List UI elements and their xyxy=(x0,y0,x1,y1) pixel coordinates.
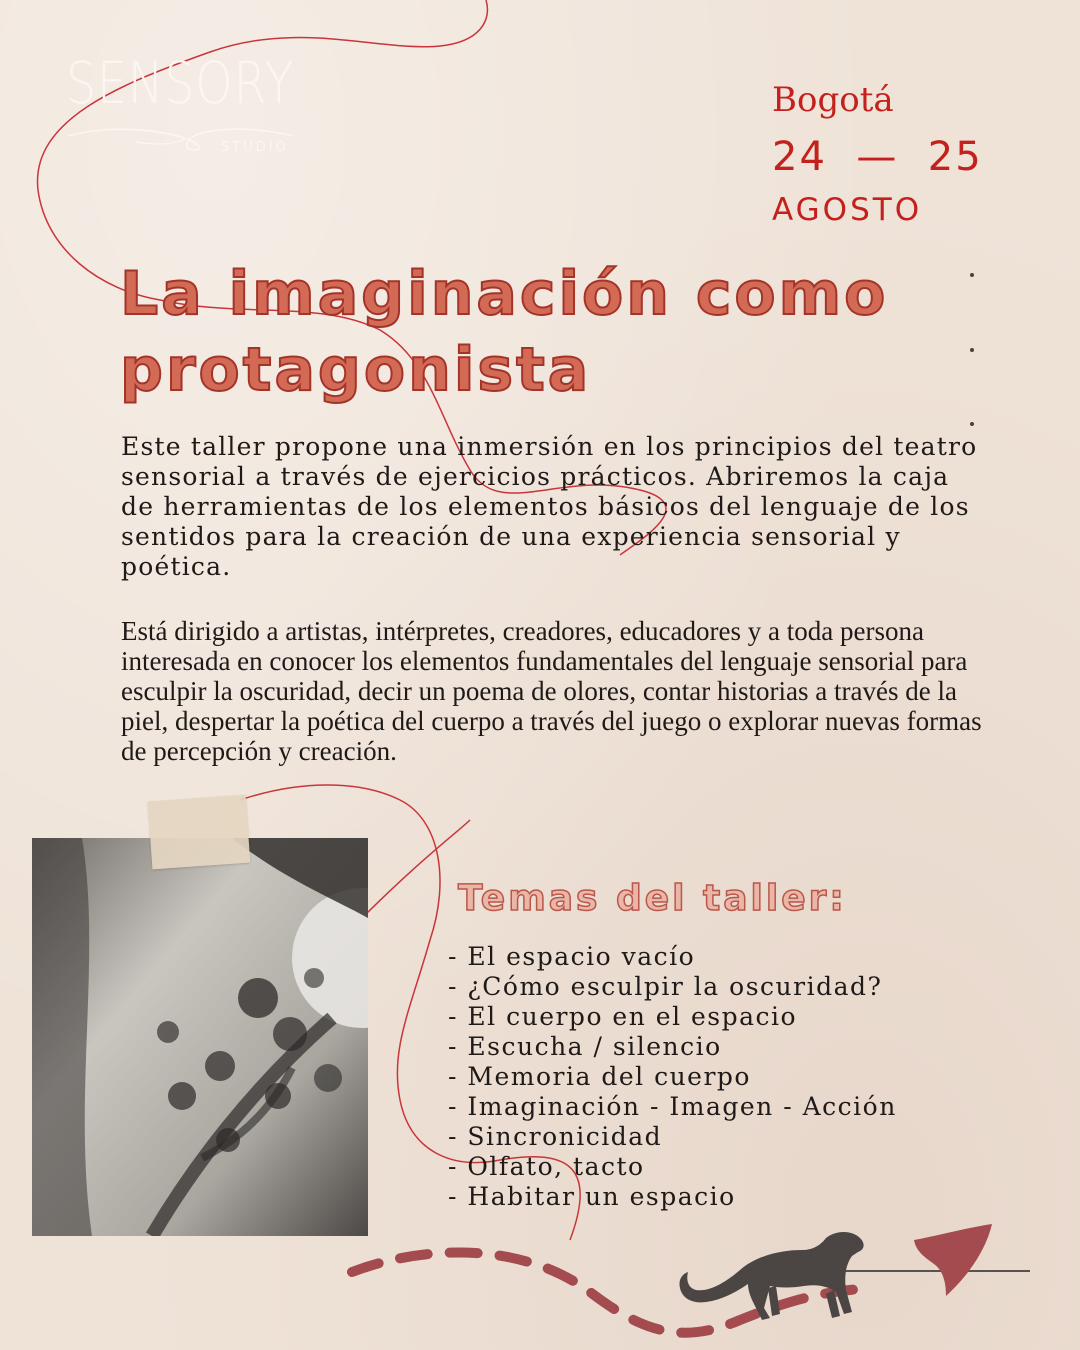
list-item: - El espacio vacío xyxy=(448,942,696,971)
shadow-photo xyxy=(32,838,368,1236)
topics-list xyxy=(448,942,897,1212)
list-item: - ¿Cómo esculpir la oscuridad? xyxy=(448,972,883,1001)
page-title: La imaginación como protagonista xyxy=(120,259,889,405)
event-city: Bogotá xyxy=(772,80,894,120)
tape-strip xyxy=(148,795,251,870)
list-item: - El cuerpo en el espacio xyxy=(448,1002,798,1031)
topics-heading: Temas del taller: xyxy=(458,878,847,919)
logo-subtitle: STUDIO xyxy=(221,140,289,155)
logo-word: SENSORY xyxy=(66,49,295,117)
list-item: - Imaginación - Imagen - Acción xyxy=(448,1092,897,1121)
list-item: - Sincronicidad xyxy=(448,1122,663,1151)
panther-icon xyxy=(676,1216,876,1328)
event-month: AGOSTO xyxy=(772,192,923,228)
list-item: - Olfato, tacto xyxy=(448,1152,645,1181)
event-dates: 24 — 25 xyxy=(772,134,983,180)
intro-paragraph: Este taller propone una inmersión en los principios del teatro sensorial a través de ejercicios prácticos. Abriremos la caja de herramientas de los elementos básicos del lenguaje de los sentidos para la creación de una experiencia sensorial y poética. xyxy=(121,432,978,581)
sensory-studio-logo xyxy=(66,49,296,162)
decor-dot xyxy=(970,422,974,426)
list-item: - Memoria del cuerpo xyxy=(448,1062,751,1091)
audience-paragraph: Está dirigido a artistas, intérpretes, creadores, educadores y a toda persona interesada en conocer los elementos fundamentales del lenguaje sensorial para esculpir la oscuridad, decir un poema de olores, contar historias a través de la piel, despertar la poética del cuerpo a través del juego o explorar nuevas formas de percepción y creación. xyxy=(121,616,982,766)
list-item: - Habitar un espacio xyxy=(448,1182,736,1211)
arrow-head-icon xyxy=(906,1220,998,1298)
list-item: - Escucha / silencio xyxy=(448,1032,722,1061)
